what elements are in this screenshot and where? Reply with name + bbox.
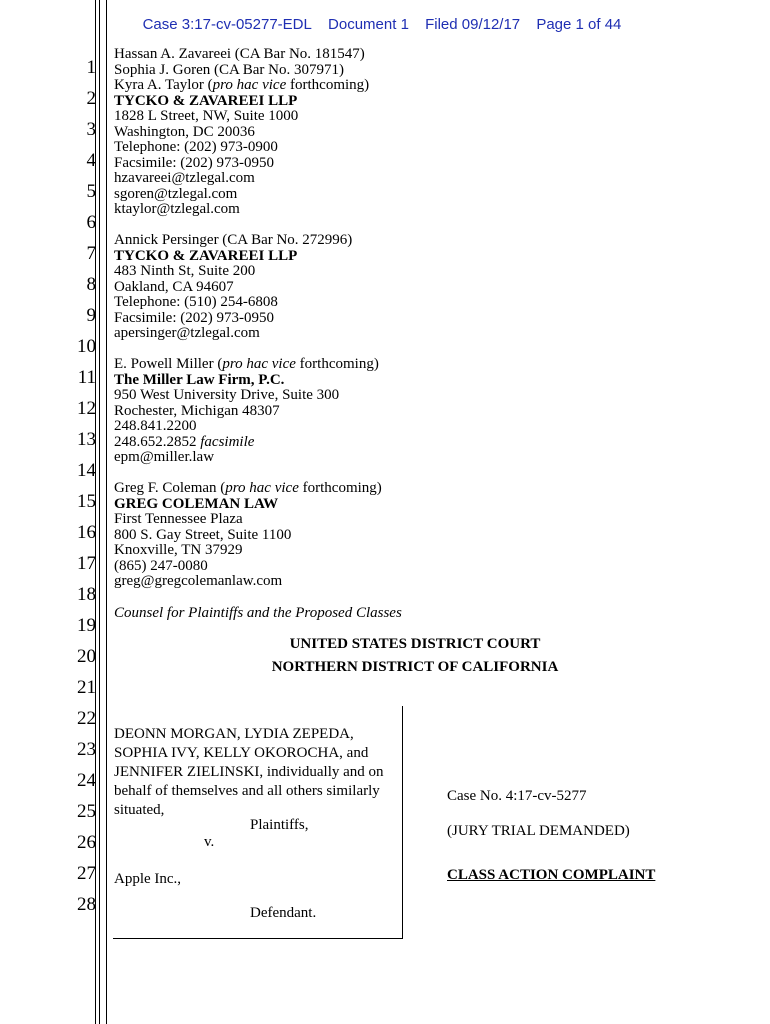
counsel-line-italic: pro hac vice: [225, 480, 299, 496]
counsel-line: Telephone: (510) 254-6808: [114, 294, 278, 310]
counsel-line: apersinger@tzlegal.com: [114, 325, 260, 341]
line-number: 12: [77, 398, 96, 419]
counsel-line: TYCKO & ZAVAREEI LLP: [114, 92, 298, 109]
line-number: 20: [77, 646, 96, 667]
line-number: 5: [86, 181, 96, 202]
counsel-line: [114, 481, 382, 497]
plaintiff-caption-line: JENNIFER ZIELINSKI, individually and on: [114, 764, 384, 780]
court-name: UNITED STATES DISTRICT COURT: [289, 636, 541, 652]
plaintiff-caption-line: SOPHIA IVY, KELLY OKOROCHA, and: [114, 745, 369, 761]
counsel-line: ktaylor@tzlegal.com: [114, 201, 240, 217]
counsel-line: Oakland, CA 94607: [114, 278, 234, 295]
complaint-title: CLASS ACTION COMPLAINT: [447, 867, 656, 883]
counsel-line: 483 Ninth St, Suite 200: [114, 263, 256, 279]
margin-rule-left-inner: [99, 0, 100, 1024]
header-filed-date: Filed 09/12/17: [425, 16, 521, 33]
plaintiff-caption-line: behalf of themselves and all others similarly: [114, 783, 380, 799]
line-number: 26: [77, 832, 96, 853]
counsel-line: Knoxville, TN 37929: [114, 542, 243, 558]
header-page-count: Page 1 of 44: [536, 16, 622, 33]
counsel-line: TYCKO & ZAVAREEI LLP: [114, 247, 298, 264]
court-district: NORTHERN DISTRICT OF CALIFORNIA: [271, 659, 559, 675]
counsel-line: sgoren@tzlegal.com: [114, 185, 238, 202]
counsel-line-text: Kyra A. Taylor (: [114, 77, 213, 93]
line-number: 7: [86, 243, 96, 264]
versus-label: v.: [204, 834, 215, 850]
line-number: 13: [77, 429, 96, 450]
counsel-line: 1828 L Street, NW, Suite 1000: [114, 108, 299, 124]
line-number: 9: [86, 305, 96, 326]
counsel-line: epm@miller.law: [114, 449, 215, 465]
counsel-line: Telephone: (202) 973-0900: [114, 139, 278, 155]
counsel-line: Hassan A. Zavareei (CA Bar No. 181547): [114, 46, 365, 62]
line-number: 17: [77, 553, 96, 574]
plaintiff-caption-line: DEONN MORGAN, LYDIA ZEPEDA,: [114, 726, 354, 742]
counsel-line: Facsimile: (202) 973-0950: [114, 154, 274, 171]
line-number: 24: [77, 770, 96, 791]
line-number: 2: [86, 88, 96, 109]
counsel-line: GREG COLEMAN LAW: [114, 495, 279, 512]
counsel-line: greg@gregcolemanlaw.com: [114, 573, 283, 589]
counsel-line: Rochester, Michigan 48307: [114, 402, 280, 419]
line-number: 27: [77, 863, 96, 884]
line-number: 8: [86, 274, 96, 295]
line-number: 16: [77, 522, 96, 543]
defendant-name: Apple Inc.,: [114, 871, 182, 887]
line-number: 18: [77, 584, 96, 605]
caption-divider-horizontal: [113, 938, 403, 939]
counsel-line: 248.841.2200: [114, 418, 197, 434]
plaintiff-caption-line: situated,: [114, 802, 165, 818]
jury-demand: (JURY TRIAL DEMANDED): [447, 823, 630, 839]
counsel-line: Annick Persinger (CA Bar No. 272996): [114, 232, 353, 248]
case-number: Case No. 4:17-cv-5277: [447, 788, 587, 804]
counsel-block-miller: [114, 357, 379, 466]
line-number: 11: [77, 367, 96, 388]
margin-rule-text: [106, 0, 107, 1024]
counsel-line: Facsimile: (202) 973-0950: [114, 309, 274, 326]
counsel-line-text: Greg F. Coleman (: [114, 480, 226, 496]
counsel-line: First Tennessee Plaza: [114, 511, 243, 527]
counsel-line-italic: pro hac vice: [222, 356, 296, 372]
defendant-label: Defendant.: [250, 905, 317, 921]
line-number: 15: [77, 491, 96, 512]
counsel-line: 950 West University Drive, Suite 300: [114, 387, 340, 403]
line-number: 21: [77, 677, 96, 698]
counsel-line-italic: pro hac vice: [212, 77, 287, 93]
counsel-line: [114, 435, 379, 451]
plaintiffs-label: Plaintiffs,: [250, 817, 309, 833]
counsel-line: [114, 78, 369, 94]
counsel-line: The Miller Law Firm, P.C.: [114, 371, 285, 388]
counsel-block-coleman: [114, 481, 382, 590]
line-number: 22: [77, 708, 96, 729]
counsel-line: Sophia J. Goren (CA Bar No. 307971): [114, 61, 344, 78]
filing-header: [0, 16, 770, 33]
counsel-for-plaintiffs: Counsel for Plaintiffs and the Proposed Classes: [114, 605, 402, 621]
line-number: 4: [86, 150, 96, 171]
counsel-line: 800 S. Gay Street, Suite 1100: [114, 526, 292, 543]
caption-plaintiffs: [114, 725, 394, 820]
counsel-line: hzavareei@tzlegal.com: [114, 170, 255, 186]
counsel-line-text: E. Powell Miller (: [114, 356, 223, 372]
header-document: Document 1: [328, 16, 409, 33]
line-number: 6: [86, 212, 96, 233]
line-number: 23: [77, 739, 96, 760]
line-number: 28: [77, 894, 96, 915]
counsel-line-italic: facsimile: [200, 433, 255, 450]
line-number: 14: [77, 460, 96, 481]
counsel-line: Washington, DC 20036: [114, 123, 255, 140]
counsel-line-text: 248.652.2852: [114, 433, 201, 450]
caption-divider-vertical: [402, 706, 403, 939]
counsel-line: (865) 247-0080: [114, 557, 208, 574]
counsel-line: [114, 357, 379, 373]
header-case-number: Case 3:17-cv-05277-EDL: [142, 16, 312, 33]
counsel-line-text: forthcoming): [286, 77, 370, 93]
counsel-block-tycko-dc: [114, 47, 369, 218]
line-number: 1: [86, 57, 96, 78]
line-number: 19: [77, 615, 96, 636]
line-number: 25: [77, 801, 96, 822]
line-number: 3: [86, 119, 96, 140]
line-number: 10: [77, 336, 96, 357]
counsel-block-tycko-oakland: [114, 233, 352, 342]
counsel-line-text: forthcoming): [298, 480, 382, 496]
counsel-line-text: forthcoming): [295, 356, 379, 372]
